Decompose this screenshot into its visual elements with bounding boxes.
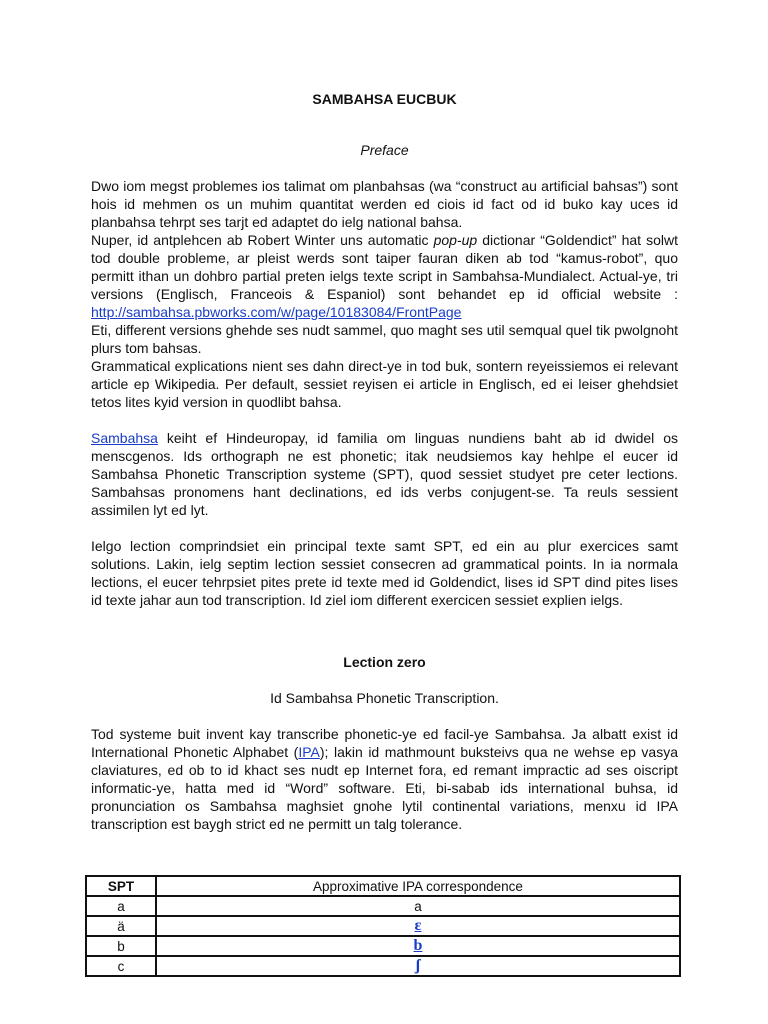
ipa-cell: a <box>156 896 680 916</box>
paragraph-1: Dwo iom megst problemes ios talimat om planbahsas (wa “construct au artificial bahsas”) sont hois id mehmen os un muhim quantitat werden ed ciois id fact od id buko kay uces id planbahsa tehrpt ses tarjt ed adaptet do ielg national bahsa. <box>91 178 678 230</box>
ipa-symbol-link[interactable]: b <box>413 937 423 954</box>
ipa-symbol-link[interactable]: ɛ <box>414 917 422 934</box>
spt-ipa-table <box>85 875 681 977</box>
ipa-symbol-link[interactable]: ʃ <box>415 957 421 974</box>
paragraph-4: Grammatical explications nient ses dahn direct-ye in tod buk, sontern reyeissiemos ei relevant article ep Wikipedia. Per default, sessiet reyisen ei article in Englisch, ed ei leiser ghehdsiet tetos lites kyid version in quodlibt bahsa. <box>91 358 678 410</box>
header-ipa: Approximative IPA correspondence <box>156 876 680 896</box>
paragraph-2: Nuper, id antplehcen ab Robert Winter uns automatic pop-up dictionar “Goldendict” hat solwt tod double probleme, ar pleist werds sont taiper fauran diken ab tod “kamus-robot”, quo permitt ithan un dohbro partial preten ielgs texte script in Sambahsa-Mundialect. Actual-ye, tri versions (Englisch, Franceois & Espaniol) sont behandet ep id official website : <box>91 232 679 302</box>
popup-emphasis: pop-up <box>433 232 478 248</box>
table-row <box>86 896 680 916</box>
header-spt: SPT <box>86 876 156 896</box>
ipa-cell <box>156 956 680 976</box>
ipa-link[interactable]: IPA <box>298 744 320 760</box>
table-row <box>86 936 680 956</box>
table-header-row <box>86 876 680 896</box>
table-row <box>86 916 680 936</box>
document-title: SAMBAHSA EUCBUK <box>312 91 457 107</box>
spt-subheading: Id Sambahsa Phonetic Transcription. <box>270 690 499 706</box>
spt-cell: b <box>86 936 156 956</box>
frontpage-link[interactable]: http://sambahsa.pbworks.com/w/page/10183084/FrontPage <box>91 304 462 320</box>
spt-cell: c <box>86 956 156 976</box>
ipa-cell <box>156 936 680 956</box>
preface-heading: Preface <box>360 142 409 158</box>
paragraph-3: Eti, different versions ghehde ses nudt sammel, quo maght ses util semqual quel tik pwolgnoht plurs tom bahsas. <box>91 322 678 356</box>
lection-zero-heading: Lection zero <box>343 654 426 670</box>
spt-cell: a <box>86 896 156 916</box>
sambahsa-link[interactable]: Sambahsa <box>91 430 158 446</box>
paragraph-6: Ielgo lection comprindsiet ein principal texte samt SPT, ed ein au plur exercices samt solutions. Lakin, ielg septim lection sessiet consecren ad grammatical points. In ia normala lections, el eucer tehrpsiet pites prete id texte med id Goldendict, lises id SPT dind pites lises id texte jahar aun tod transcription. Id ziel iom different exercicen sessiet explien ielgs. <box>91 538 678 608</box>
ipa-cell <box>156 916 680 936</box>
paragraph-7: Tod systeme buit invent kay transcribe phonetic-ye ed facil-ye Sambahsa. Ja albatt exist id International Phonetic Alphabet (IPA); lakin id mathmount buksteivs qua ne wehse ep vasya claviatures, ed ob to id khact ses nudt ep Internet fora, ed remant impractic ad ses oiscript informatic-ye, hatta med id “Word” software. Eti, bi-sabab ids international buhsa, id pronunciation os Sambahsa maghsiet gnohe lytil continental variations, menxu id IPA transcription est baygh strict ed ne permitt un talg tolerance. <box>91 726 678 832</box>
spt-cell: ä <box>86 916 156 936</box>
table-row <box>86 956 680 976</box>
paragraph-2-link-line <box>91 303 678 321</box>
paragraph-5: Sambahsa keiht ef Hindeuropay, id familia om linguas nundiens baht ab id dwidel os menscgenos. Ids orthograph ne est phonetic; itak neudsiemos kay hehlpe el eucer id Sambahsa Phonetic Transcription systeme (SPT), quod sessiet studyet pre ceter lections. Sambahsas pronomens hant declinations, ed ids verbs conjugent-se. Ta reuls sessient assimilen lyt ed lyt. <box>91 430 678 518</box>
document-body <box>91 90 678 833</box>
